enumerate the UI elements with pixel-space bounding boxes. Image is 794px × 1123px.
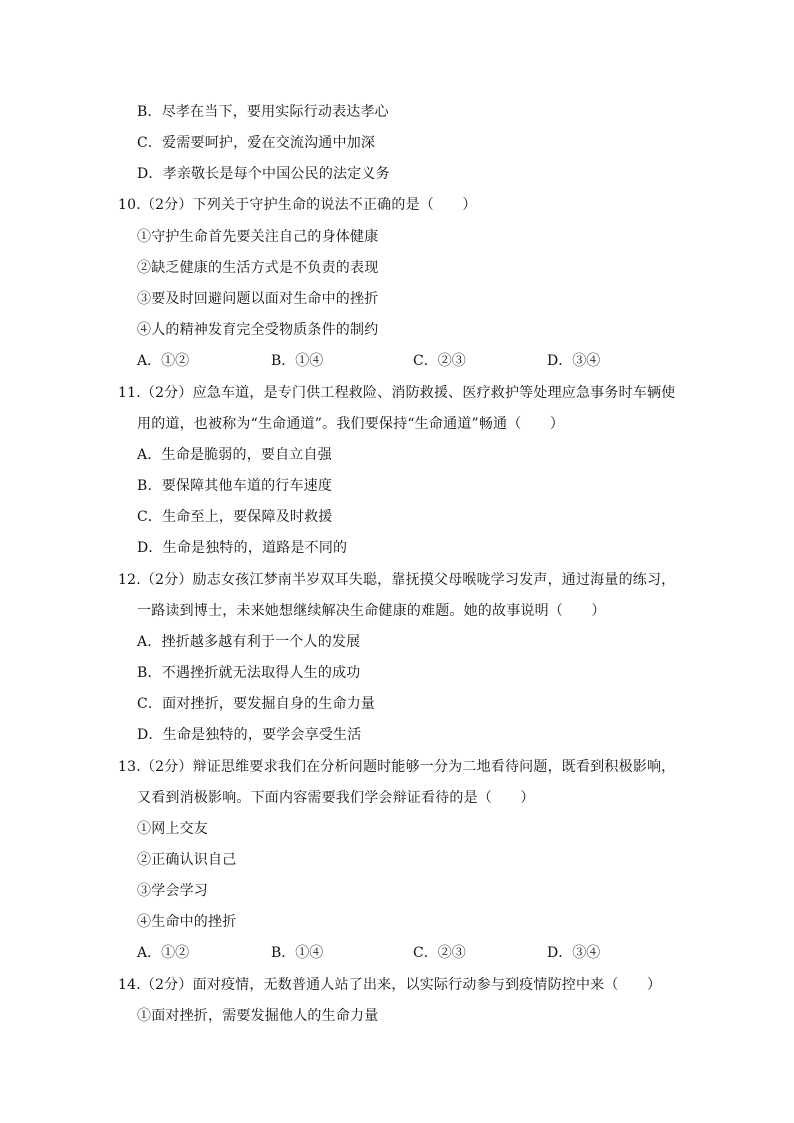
q13-choice-b: B．①④ bbox=[271, 945, 324, 961]
q9-option-d: D．孝亲敬长是每个中国公民的法定义务 bbox=[137, 166, 390, 182]
q9-option-b: B．尽孝在当下，要用实际行动表达孝心 bbox=[137, 104, 389, 120]
q12-option-d: D．生命是独特的，要学会享受生活 bbox=[137, 727, 362, 743]
q10-choice-a: A．①② bbox=[137, 353, 190, 369]
q11-option-a: A．生命是脆弱的，要自立自强 bbox=[137, 447, 332, 463]
q13-stem-line-1: 13.（2分）辩证思维要求我们在分析问题时能够一分为二地看待问题，既看到积极影响， bbox=[118, 759, 676, 775]
q10-choices bbox=[137, 351, 657, 371]
q11-stem-line-2: 用的道，也被称为“生命通道”。我们要保持“生命通道”畅通（ ） bbox=[137, 416, 565, 432]
q13-choice-c: C．②③ bbox=[413, 945, 466, 961]
q12-option-b: B．不遇挫折就无法取得人生的成功 bbox=[137, 665, 361, 681]
q13-choices bbox=[137, 943, 657, 963]
q10-item-2: ②缺乏健康的生活方式是不负责的表现 bbox=[137, 260, 379, 276]
q13-item-4: ④生命中的挫折 bbox=[137, 914, 237, 930]
q11-option-d: D．生命是独特的，道路是不同的 bbox=[137, 540, 348, 556]
q13-stem-line-2: 又看到消极影响。下面内容需要我们学会辩证看待的是（ ） bbox=[137, 790, 535, 806]
q10-item-3: ③要及时回避问题以面对生命中的挫折 bbox=[137, 291, 379, 307]
q13-choice-a: A．①② bbox=[137, 945, 190, 961]
q10-item-1: ①守护生命首先要关注自己的身体健康 bbox=[137, 229, 379, 245]
q10-choice-b: B．①④ bbox=[271, 353, 324, 369]
q13-item-3: ③学会学习 bbox=[137, 883, 208, 899]
q11-option-b: B．要保障其他车道的行车速度 bbox=[137, 478, 333, 494]
q14-item-1: ①面对挫折，需要发掘他人的生命力量 bbox=[137, 1008, 379, 1024]
q10-item-4: ④人的精神发育完全受物质条件的制约 bbox=[137, 322, 379, 338]
q10-choice-d: D．③④ bbox=[547, 353, 601, 369]
q12-stem-line-1: 12.（2分）励志女孩江梦南半岁双耳失聪，靠抚摸父母喉咙学习发声，通过海量的练习， bbox=[118, 572, 676, 588]
q13-item-1: ①网上交友 bbox=[137, 821, 208, 837]
q13-item-2: ②正确认识自己 bbox=[137, 852, 237, 868]
q11-stem-line-1: 11.（2分）应急车道，是专门供工程救险、消防救援、医疗救护等处理应急事务时车辆使 bbox=[118, 385, 676, 401]
q12-option-a: A．挫折越多越有利于一个人的发展 bbox=[137, 634, 361, 650]
q14-stem: 14.（2分）面对疫情，无数普通人站了出来，以实际行动参与到疫情防控中来（ ） bbox=[118, 977, 662, 993]
q9-option-c: C．爱需要呵护，爱在交流沟通中加深 bbox=[137, 135, 376, 151]
q12-option-c: C．面对挫折，要发掘自身的生命力量 bbox=[137, 696, 376, 712]
q13-choice-d: D．③④ bbox=[547, 945, 601, 961]
q10-stem: 10.（2分）下列关于守护生命的说法不正确的是（ ） bbox=[118, 197, 477, 213]
q11-option-c: C．生命至上，要保障及时救援 bbox=[137, 509, 333, 525]
q10-choice-c: C．②③ bbox=[413, 353, 466, 369]
q12-stem-line-2: 一路读到博士，未来她想继续解决生命健康的难题。她的故事说明（ ） bbox=[137, 603, 606, 619]
